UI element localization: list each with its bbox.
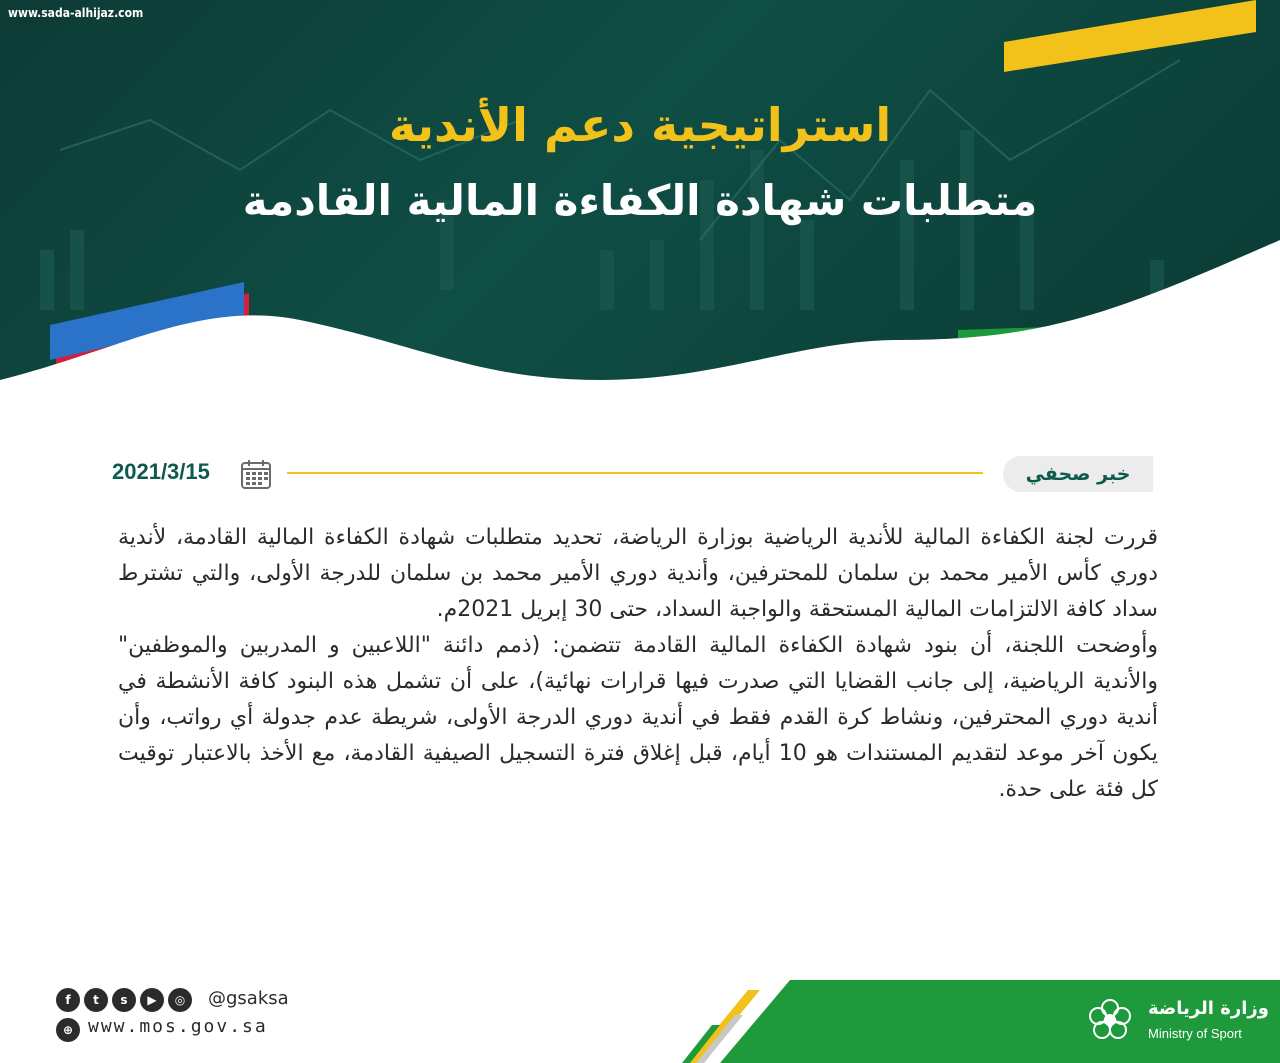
watermark: www.sada-alhijaz.com [8,6,144,20]
header-wave [0,230,1280,400]
youtube-icon[interactable]: ▶ [140,988,164,1012]
article-paragraph: وأوضحت اللجنة، أن بنود شهادة الكفاءة المالية القادمة تتضمن: (ذمم دائنة "اللاعبين و المدربين والموظفين" والأندية الرياضية، إلى جانب القضايا التي صدرت فيها قرارات نهائية)، على أن تشمل هذه البنود كافة الأنشطة في أندية دوري المحترفين، ونشاط كرة القدم فقط في أندية دوري الدرجة الأولى، شريطة عدم جدولة أي رواتب، وأن يكون آخر موعد لتقديم المستندات هو 10 أيام، قبل إغلاق فترة التسجيل الصيفية القادمة، مع الأخذ بالاعتبار توقيت كل فئة على حدة. [118,633,1158,802]
ministry-name-arabic: وزارة الرياضة [1148,998,1269,1019]
snapchat-icon[interactable]: s [112,988,136,1012]
instagram-icon[interactable]: ◎ [168,988,192,1012]
social-handle[interactable]: @gsaksa [208,988,289,1009]
page-subtitle: متطلبات شهادة الكفاءة المالية القادمة [242,176,1038,225]
calendar-icon [240,458,272,490]
page-title: استراتيجية دعم الأندية [388,98,892,152]
publish-date: 2021/3/15 [112,459,210,484]
meta-row [0,450,1280,496]
ministry-name-english: Ministry of Sport [1148,1026,1242,1041]
article-paragraph: قررت لجنة الكفاءة المالية للأندية الرياضية بوزارة الرياضة، تحديد متطلبات شهادة الكفاءة المالية القادمة، لأندية دوري كأس الأمير محمد بن سلمان للمحترفين، وأندية دوري الأمير محمد بن سلمان للدرجة الأولى، والتي تشترط سداد كافة الالتزامات المالية المستحقة والواجبة السداد، حتى 30 إبريل 2021م. [118,525,1158,622]
website-link[interactable]: www.mos.gov.sa [88,1016,268,1037]
header-banner [0,0,1280,400]
footer-ministry-band [600,980,1280,1063]
facebook-icon[interactable]: f [56,988,80,1012]
divider-line [287,472,983,474]
news-tag: خبر صحفي [1003,456,1153,492]
globe-icon: ⊕ [56,1018,80,1042]
twitter-icon[interactable]: t [84,988,108,1012]
ministry-emblem-icon [1084,994,1136,1046]
yellow-stripe [1004,0,1256,72]
article-body [118,520,1158,808]
